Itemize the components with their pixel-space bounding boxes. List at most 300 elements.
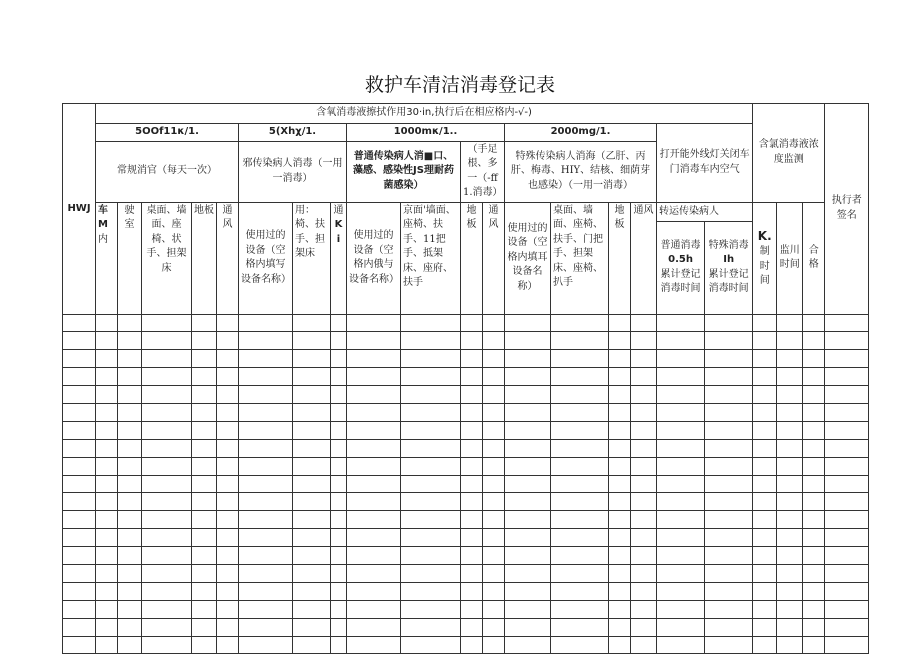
table-cell[interactable] <box>401 439 461 457</box>
table-cell[interactable] <box>347 493 401 511</box>
table-cell[interactable] <box>461 618 483 636</box>
table-cell[interactable] <box>483 511 505 529</box>
table-cell[interactable] <box>142 564 192 582</box>
table-cell[interactable] <box>118 368 142 386</box>
table-cell[interactable] <box>461 600 483 618</box>
table-cell[interactable] <box>483 600 505 618</box>
table-cell[interactable] <box>239 582 293 600</box>
table-cell[interactable] <box>118 350 142 368</box>
table-cell[interactable] <box>505 600 551 618</box>
table-cell[interactable] <box>803 511 825 529</box>
table-cell[interactable] <box>401 457 461 475</box>
table-cell[interactable] <box>705 511 753 529</box>
table-cell[interactable] <box>331 386 347 404</box>
table-cell[interactable] <box>657 314 705 332</box>
table-cell[interactable] <box>142 475 192 493</box>
table-cell[interactable] <box>483 439 505 457</box>
table-cell[interactable] <box>293 439 331 457</box>
table-cell[interactable] <box>803 582 825 600</box>
table-cell[interactable] <box>192 368 217 386</box>
table-cell[interactable] <box>293 511 331 529</box>
table-cell[interactable] <box>777 547 803 565</box>
table-cell[interactable] <box>803 493 825 511</box>
table-cell[interactable] <box>631 403 657 421</box>
table-cell[interactable] <box>657 475 705 493</box>
table-cell[interactable] <box>217 529 239 547</box>
table-cell[interactable] <box>483 636 505 654</box>
table-cell[interactable] <box>825 475 869 493</box>
table-cell[interactable] <box>239 314 293 332</box>
table-cell[interactable] <box>142 493 192 511</box>
table-cell[interactable] <box>118 475 142 493</box>
table-cell[interactable] <box>118 511 142 529</box>
table-cell[interactable] <box>753 368 777 386</box>
table-cell[interactable] <box>331 421 347 439</box>
table-cell[interactable] <box>777 439 803 457</box>
table-cell[interactable] <box>96 475 118 493</box>
table-cell[interactable] <box>705 386 753 404</box>
table-cell[interactable] <box>217 475 239 493</box>
table-cell[interactable] <box>505 475 551 493</box>
table-cell[interactable] <box>551 403 609 421</box>
table-cell[interactable] <box>631 511 657 529</box>
table-cell[interactable] <box>803 529 825 547</box>
table-cell[interactable] <box>96 511 118 529</box>
table-cell[interactable] <box>192 600 217 618</box>
table-cell[interactable] <box>609 421 631 439</box>
table-cell[interactable] <box>631 547 657 565</box>
table-cell[interactable] <box>551 636 609 654</box>
table-cell[interactable] <box>705 582 753 600</box>
table-cell[interactable] <box>142 332 192 350</box>
table-cell[interactable] <box>551 564 609 582</box>
table-cell[interactable] <box>753 421 777 439</box>
table-cell[interactable] <box>505 439 551 457</box>
table-cell[interactable] <box>401 386 461 404</box>
table-cell[interactable] <box>118 439 142 457</box>
table-cell[interactable] <box>461 493 483 511</box>
table-cell[interactable] <box>192 350 217 368</box>
table-cell[interactable] <box>142 618 192 636</box>
table-cell[interactable] <box>551 332 609 350</box>
table-cell[interactable] <box>293 582 331 600</box>
table-cell[interactable] <box>609 475 631 493</box>
table-cell[interactable] <box>461 636 483 654</box>
table-cell[interactable] <box>505 421 551 439</box>
table-cell[interactable] <box>657 403 705 421</box>
table-cell[interactable] <box>293 475 331 493</box>
table-cell[interactable] <box>401 600 461 618</box>
table-cell[interactable] <box>609 439 631 457</box>
table-cell[interactable] <box>63 368 96 386</box>
table-cell[interactable] <box>705 421 753 439</box>
table-cell[interactable] <box>293 332 331 350</box>
table-cell[interactable] <box>631 421 657 439</box>
table-cell[interactable] <box>239 403 293 421</box>
table-cell[interactable] <box>96 457 118 475</box>
table-cell[interactable] <box>825 529 869 547</box>
table-cell[interactable] <box>753 386 777 404</box>
table-cell[interactable] <box>63 421 96 439</box>
table-cell[interactable] <box>96 600 118 618</box>
table-cell[interactable] <box>825 332 869 350</box>
table-cell[interactable] <box>96 368 118 386</box>
table-cell[interactable] <box>803 618 825 636</box>
table-cell[interactable] <box>192 457 217 475</box>
table-cell[interactable] <box>609 511 631 529</box>
table-cell[interactable] <box>505 314 551 332</box>
table-cell[interactable] <box>505 529 551 547</box>
table-cell[interactable] <box>331 511 347 529</box>
table-cell[interactable] <box>505 564 551 582</box>
table-cell[interactable] <box>461 332 483 350</box>
table-cell[interactable] <box>347 332 401 350</box>
table-cell[interactable] <box>803 403 825 421</box>
table-cell[interactable] <box>461 475 483 493</box>
table-cell[interactable] <box>401 350 461 368</box>
table-cell[interactable] <box>217 618 239 636</box>
table-cell[interactable] <box>401 368 461 386</box>
table-cell[interactable] <box>96 439 118 457</box>
table-cell[interactable] <box>825 564 869 582</box>
table-cell[interactable] <box>777 332 803 350</box>
table-cell[interactable] <box>192 547 217 565</box>
table-cell[interactable] <box>96 564 118 582</box>
table-cell[interactable] <box>551 350 609 368</box>
table-cell[interactable] <box>657 368 705 386</box>
table-cell[interactable] <box>347 636 401 654</box>
table-cell[interactable] <box>192 403 217 421</box>
table-cell[interactable] <box>217 636 239 654</box>
table-cell[interactable] <box>631 457 657 475</box>
table-cell[interactable] <box>803 421 825 439</box>
table-cell[interactable] <box>293 403 331 421</box>
table-cell[interactable] <box>461 547 483 565</box>
table-cell[interactable] <box>657 618 705 636</box>
table-cell[interactable] <box>609 403 631 421</box>
table-cell[interactable] <box>239 529 293 547</box>
table-cell[interactable] <box>118 386 142 404</box>
table-cell[interactable] <box>825 457 869 475</box>
table-cell[interactable] <box>239 439 293 457</box>
table-cell[interactable] <box>142 582 192 600</box>
table-cell[interactable] <box>142 403 192 421</box>
table-cell[interactable] <box>63 439 96 457</box>
table-cell[interactable] <box>142 439 192 457</box>
table-cell[interactable] <box>401 421 461 439</box>
table-cell[interactable] <box>347 457 401 475</box>
table-cell[interactable] <box>192 636 217 654</box>
table-cell[interactable] <box>777 403 803 421</box>
table-cell[interactable] <box>118 403 142 421</box>
table-cell[interactable] <box>657 457 705 475</box>
table-cell[interactable] <box>461 457 483 475</box>
table-cell[interactable] <box>63 547 96 565</box>
table-cell[interactable] <box>657 386 705 404</box>
table-cell[interactable] <box>803 439 825 457</box>
table-cell[interactable] <box>142 636 192 654</box>
table-cell[interactable] <box>825 314 869 332</box>
table-cell[interactable] <box>63 600 96 618</box>
table-cell[interactable] <box>753 529 777 547</box>
table-cell[interactable] <box>118 493 142 511</box>
table-cell[interactable] <box>753 618 777 636</box>
table-cell[interactable] <box>142 386 192 404</box>
table-cell[interactable] <box>803 386 825 404</box>
table-cell[interactable] <box>96 421 118 439</box>
table-cell[interactable] <box>347 511 401 529</box>
table-cell[interactable] <box>239 564 293 582</box>
table-cell[interactable] <box>825 582 869 600</box>
table-cell[interactable] <box>483 314 505 332</box>
table-cell[interactable] <box>705 332 753 350</box>
table-cell[interactable] <box>217 332 239 350</box>
table-cell[interactable] <box>96 529 118 547</box>
table-cell[interactable] <box>631 475 657 493</box>
table-cell[interactable] <box>483 350 505 368</box>
table-cell[interactable] <box>331 368 347 386</box>
table-cell[interactable] <box>347 368 401 386</box>
table-cell[interactable] <box>239 475 293 493</box>
table-cell[interactable] <box>96 332 118 350</box>
table-cell[interactable] <box>609 493 631 511</box>
table-cell[interactable] <box>803 600 825 618</box>
table-cell[interactable] <box>347 386 401 404</box>
table-cell[interactable] <box>401 511 461 529</box>
table-cell[interactable] <box>609 314 631 332</box>
table-cell[interactable] <box>753 350 777 368</box>
table-cell[interactable] <box>331 457 347 475</box>
table-cell[interactable] <box>63 403 96 421</box>
table-cell[interactable] <box>63 511 96 529</box>
table-cell[interactable] <box>483 457 505 475</box>
table-cell[interactable] <box>142 457 192 475</box>
table-cell[interactable] <box>777 618 803 636</box>
table-cell[interactable] <box>293 368 331 386</box>
table-cell[interactable] <box>142 314 192 332</box>
table-cell[interactable] <box>96 618 118 636</box>
table-cell[interactable] <box>753 457 777 475</box>
table-cell[interactable] <box>551 475 609 493</box>
table-cell[interactable] <box>551 421 609 439</box>
table-cell[interactable] <box>401 475 461 493</box>
table-cell[interactable] <box>551 386 609 404</box>
table-cell[interactable] <box>753 582 777 600</box>
table-cell[interactable] <box>777 493 803 511</box>
table-cell[interactable] <box>217 511 239 529</box>
table-cell[interactable] <box>777 564 803 582</box>
table-cell[interactable] <box>753 403 777 421</box>
table-cell[interactable] <box>347 600 401 618</box>
table-cell[interactable] <box>192 493 217 511</box>
table-cell[interactable] <box>803 475 825 493</box>
table-cell[interactable] <box>705 600 753 618</box>
table-cell[interactable] <box>657 493 705 511</box>
table-cell[interactable] <box>347 529 401 547</box>
table-cell[interactable] <box>118 582 142 600</box>
table-cell[interactable] <box>705 493 753 511</box>
table-cell[interactable] <box>803 350 825 368</box>
table-cell[interactable] <box>657 332 705 350</box>
table-cell[interactable] <box>609 457 631 475</box>
table-cell[interactable] <box>293 600 331 618</box>
table-cell[interactable] <box>239 636 293 654</box>
table-cell[interactable] <box>631 368 657 386</box>
table-cell[interactable] <box>777 457 803 475</box>
table-cell[interactable] <box>217 314 239 332</box>
table-cell[interactable] <box>505 350 551 368</box>
table-cell[interactable] <box>777 350 803 368</box>
table-cell[interactable] <box>609 350 631 368</box>
table-cell[interactable] <box>118 636 142 654</box>
table-cell[interactable] <box>96 314 118 332</box>
table-cell[interactable] <box>293 493 331 511</box>
table-cell[interactable] <box>657 547 705 565</box>
table-cell[interactable] <box>825 511 869 529</box>
table-cell[interactable] <box>551 368 609 386</box>
table-cell[interactable] <box>631 314 657 332</box>
table-cell[interactable] <box>293 636 331 654</box>
table-cell[interactable] <box>505 368 551 386</box>
table-cell[interactable] <box>142 529 192 547</box>
table-cell[interactable] <box>142 368 192 386</box>
table-cell[interactable] <box>401 636 461 654</box>
table-cell[interactable] <box>483 475 505 493</box>
table-cell[interactable] <box>825 439 869 457</box>
table-cell[interactable] <box>118 529 142 547</box>
table-cell[interactable] <box>505 403 551 421</box>
table-cell[interactable] <box>293 529 331 547</box>
table-cell[interactable] <box>631 582 657 600</box>
table-cell[interactable] <box>461 386 483 404</box>
table-cell[interactable] <box>461 439 483 457</box>
table-cell[interactable] <box>505 493 551 511</box>
table-cell[interactable] <box>631 529 657 547</box>
table-cell[interactable] <box>657 636 705 654</box>
table-cell[interactable] <box>825 600 869 618</box>
table-cell[interactable] <box>609 386 631 404</box>
table-cell[interactable] <box>461 582 483 600</box>
table-cell[interactable] <box>293 618 331 636</box>
table-cell[interactable] <box>705 368 753 386</box>
table-cell[interactable] <box>609 564 631 582</box>
table-cell[interactable] <box>239 457 293 475</box>
table-cell[interactable] <box>217 493 239 511</box>
table-cell[interactable] <box>461 350 483 368</box>
table-cell[interactable] <box>777 475 803 493</box>
table-cell[interactable] <box>461 403 483 421</box>
table-cell[interactable] <box>217 547 239 565</box>
table-cell[interactable] <box>551 618 609 636</box>
table-cell[interactable] <box>483 332 505 350</box>
table-cell[interactable] <box>217 564 239 582</box>
table-cell[interactable] <box>331 618 347 636</box>
table-cell[interactable] <box>331 350 347 368</box>
table-cell[interactable] <box>401 582 461 600</box>
table-cell[interactable] <box>631 493 657 511</box>
table-cell[interactable] <box>293 314 331 332</box>
table-cell[interactable] <box>551 582 609 600</box>
table-cell[interactable] <box>803 547 825 565</box>
table-cell[interactable] <box>551 511 609 529</box>
table-cell[interactable] <box>505 618 551 636</box>
table-cell[interactable] <box>331 493 347 511</box>
table-cell[interactable] <box>505 332 551 350</box>
table-cell[interactable] <box>401 332 461 350</box>
table-cell[interactable] <box>825 636 869 654</box>
table-cell[interactable] <box>63 636 96 654</box>
table-cell[interactable] <box>293 457 331 475</box>
table-cell[interactable] <box>825 368 869 386</box>
table-cell[interactable] <box>217 350 239 368</box>
table-cell[interactable] <box>705 439 753 457</box>
table-cell[interactable] <box>551 529 609 547</box>
table-cell[interactable] <box>347 618 401 636</box>
table-cell[interactable] <box>217 421 239 439</box>
table-cell[interactable] <box>347 421 401 439</box>
table-cell[interactable] <box>657 564 705 582</box>
table-cell[interactable] <box>777 636 803 654</box>
table-cell[interactable] <box>239 421 293 439</box>
table-cell[interactable] <box>63 529 96 547</box>
table-cell[interactable] <box>63 386 96 404</box>
table-cell[interactable] <box>96 493 118 511</box>
table-cell[interactable] <box>505 457 551 475</box>
table-cell[interactable] <box>483 368 505 386</box>
table-cell[interactable] <box>401 314 461 332</box>
table-cell[interactable] <box>331 475 347 493</box>
table-cell[interactable] <box>777 421 803 439</box>
table-cell[interactable] <box>657 600 705 618</box>
table-cell[interactable] <box>753 475 777 493</box>
table-cell[interactable] <box>142 547 192 565</box>
table-cell[interactable] <box>142 421 192 439</box>
table-cell[interactable] <box>657 582 705 600</box>
table-cell[interactable] <box>401 547 461 565</box>
table-cell[interactable] <box>192 529 217 547</box>
table-cell[interactable] <box>217 582 239 600</box>
table-cell[interactable] <box>293 386 331 404</box>
table-cell[interactable] <box>63 493 96 511</box>
table-cell[interactable] <box>803 564 825 582</box>
table-cell[interactable] <box>753 511 777 529</box>
table-cell[interactable] <box>825 350 869 368</box>
table-cell[interactable] <box>483 618 505 636</box>
table-cell[interactable] <box>777 314 803 332</box>
table-cell[interactable] <box>118 421 142 439</box>
table-cell[interactable] <box>118 314 142 332</box>
table-cell[interactable] <box>118 564 142 582</box>
table-cell[interactable] <box>239 547 293 565</box>
table-cell[interactable] <box>483 421 505 439</box>
table-cell[interactable] <box>753 636 777 654</box>
table-cell[interactable] <box>657 421 705 439</box>
table-cell[interactable] <box>803 314 825 332</box>
table-cell[interactable] <box>609 547 631 565</box>
table-cell[interactable] <box>401 403 461 421</box>
table-cell[interactable] <box>293 547 331 565</box>
table-cell[interactable] <box>461 368 483 386</box>
table-cell[interactable] <box>217 368 239 386</box>
table-cell[interactable] <box>705 529 753 547</box>
table-cell[interactable] <box>551 457 609 475</box>
table-cell[interactable] <box>777 529 803 547</box>
table-cell[interactable] <box>331 529 347 547</box>
table-cell[interactable] <box>825 618 869 636</box>
table-cell[interactable] <box>239 618 293 636</box>
table-cell[interactable] <box>192 314 217 332</box>
table-cell[interactable] <box>63 582 96 600</box>
